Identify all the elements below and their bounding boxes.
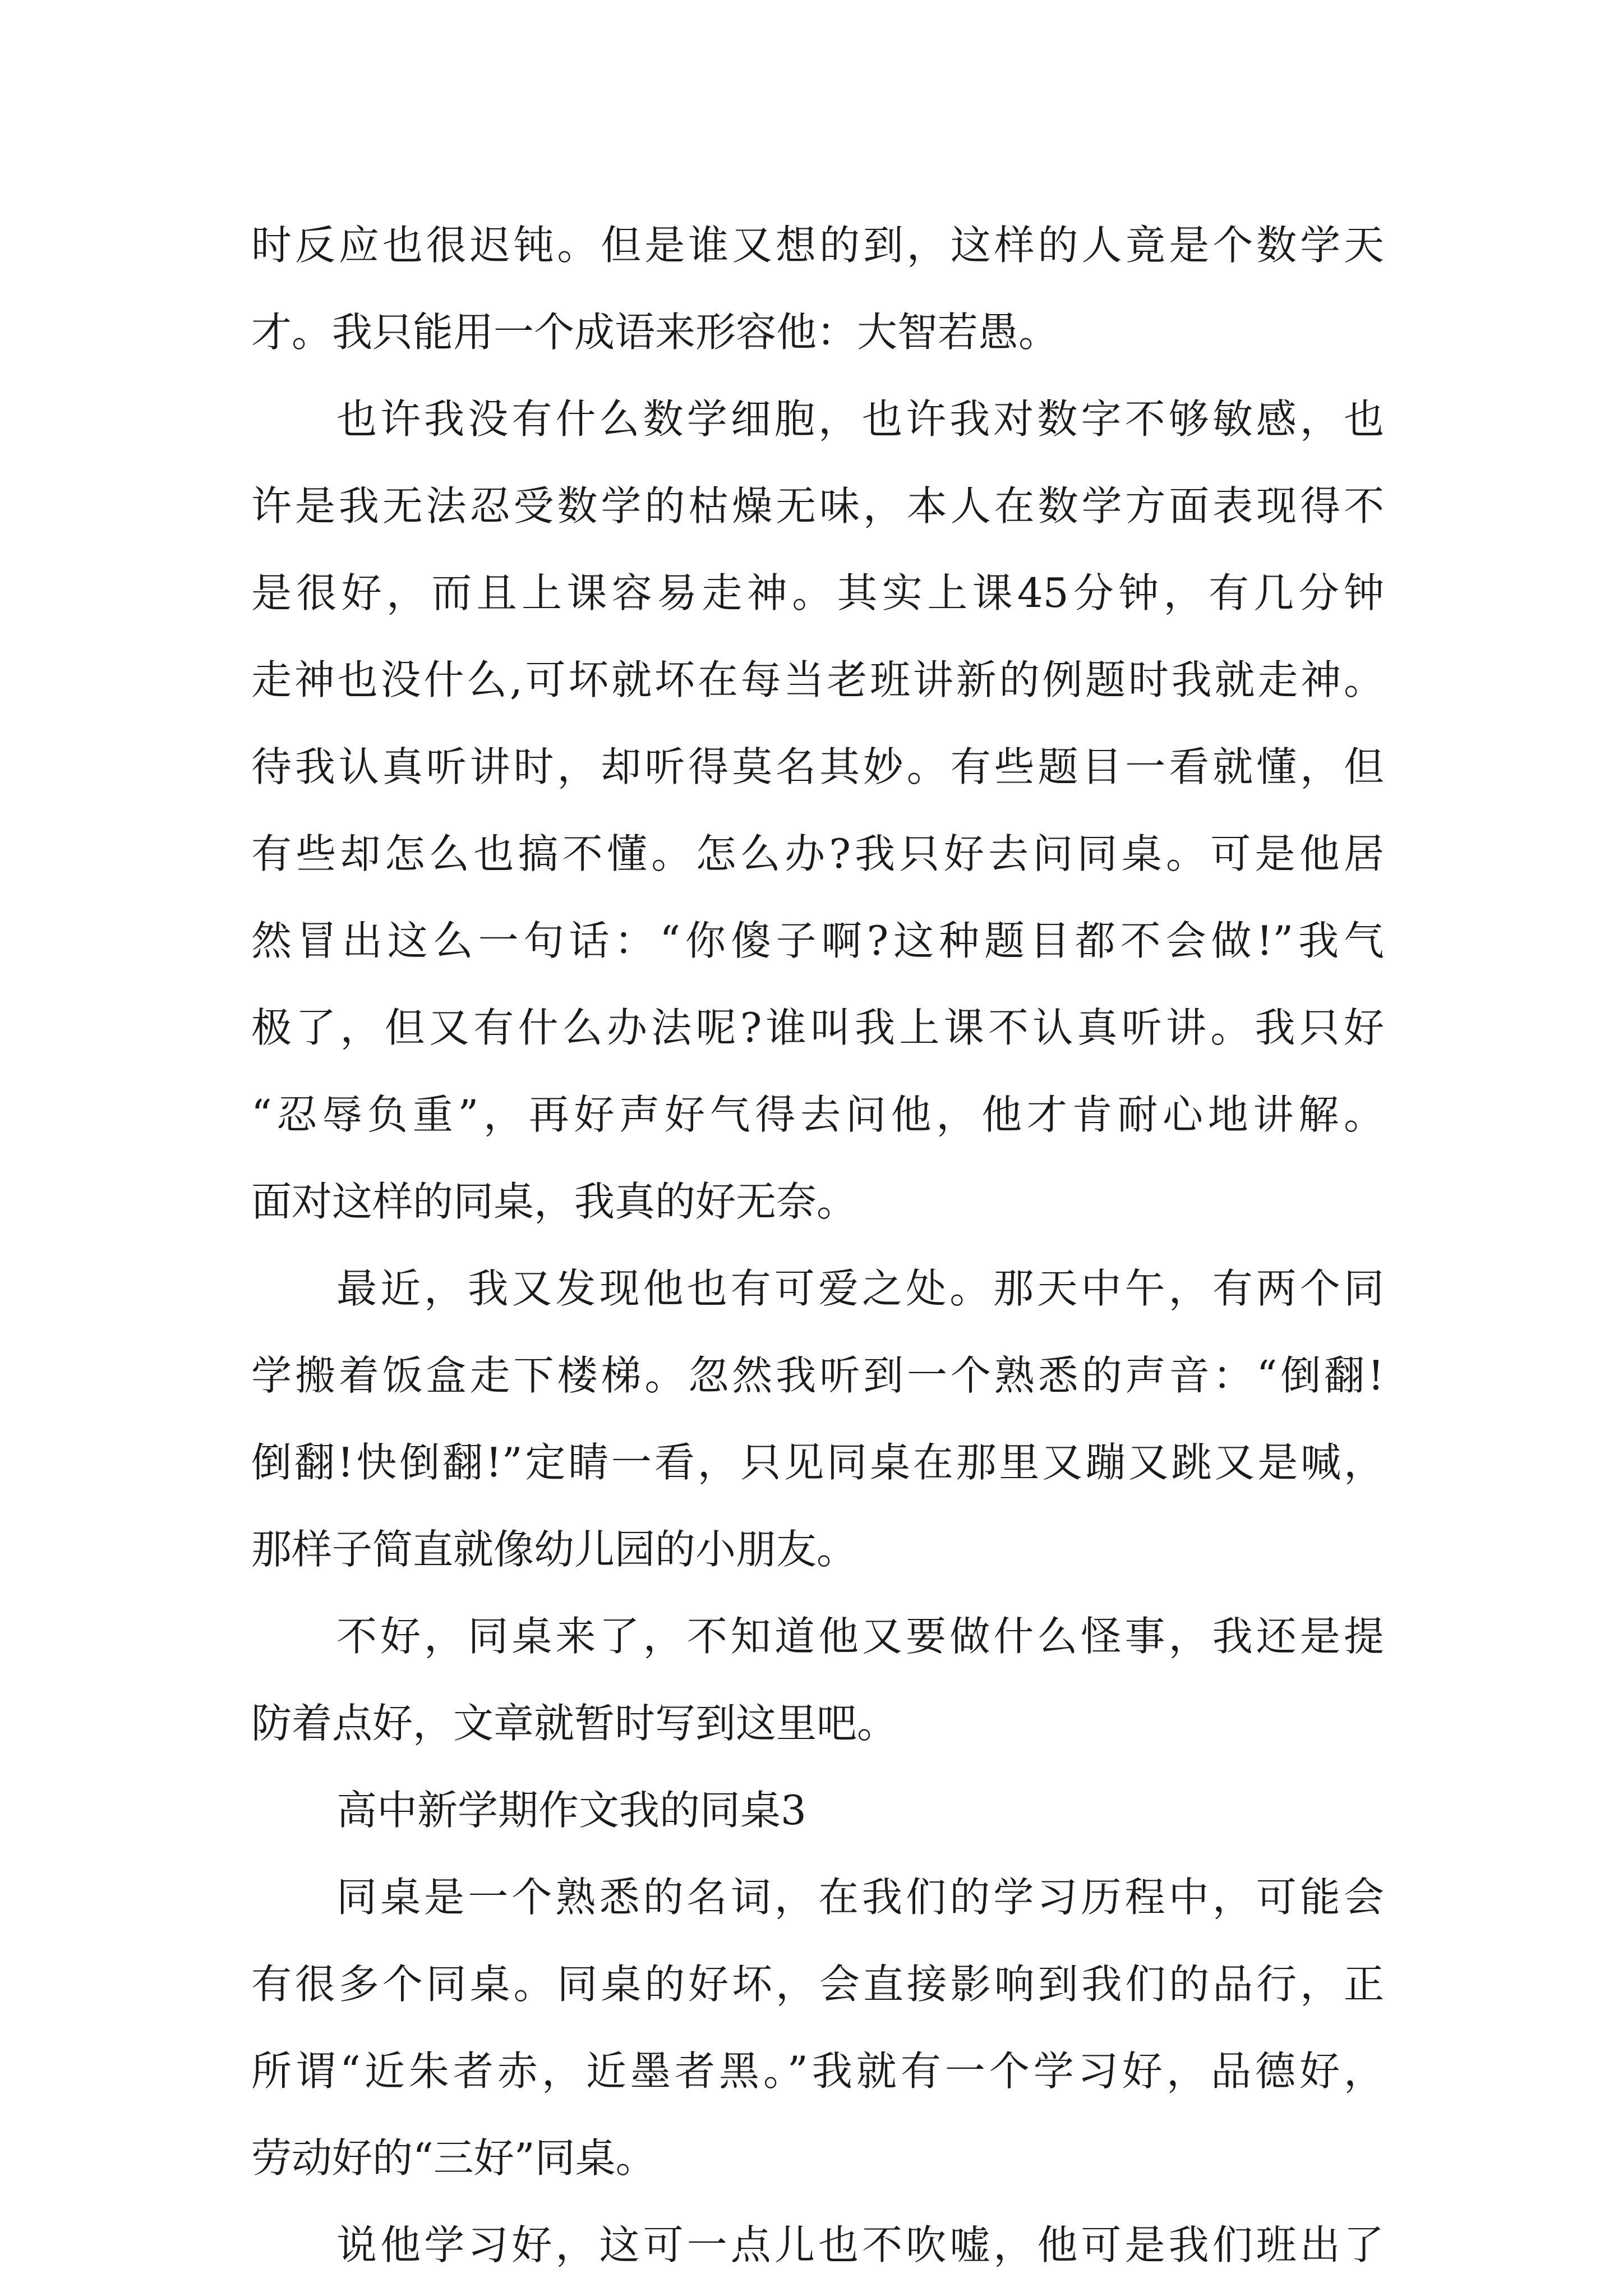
text-line: 是很好，而且上课容易走神。其实上课45分钟，有几分钟: [251, 569, 1384, 616]
text-line: 有很多个同桌。同桌的好坏，会直接影响到我们的品行，正: [251, 1961, 1384, 2008]
text-line: 极了，但又有什么办法呢?谁叫我上课不认真听讲。我只好: [251, 1004, 1384, 1051]
text-line: 有些却怎么也搞不懂。怎么办?我只好去问同桌。可是他居: [251, 830, 1384, 877]
text-line: 待我认真听讲时，却听得莫名其妙。有些题目一看就懂，但: [251, 743, 1384, 790]
text-line: 然冒出这么一句话：“你傻子啊?这种题目都不会做!”我气: [251, 917, 1384, 964]
text-line: 倒翻!快倒翻!”定睛一看，只见同桌在那里又蹦又跳又是喊，: [251, 1439, 1384, 1486]
text-line: 才。我只能用一个成语来形容他：大智若愚。: [251, 309, 1059, 356]
text-line: 防着点好，文章就暂时写到这里吧。: [251, 1700, 898, 1747]
text-line: 劳动好的“三好”同桌。: [251, 2134, 656, 2182]
text-line: 许是我无法忍受数学的枯燥无味，本人在数学方面表现得不: [251, 482, 1384, 530]
text-line: “忍辱负重”，再好声好气得去问他，他才肯耐心地讲解。: [251, 1091, 1384, 1138]
text-line: 高中新学期作文我的同桌3: [336, 1787, 806, 1834]
text-line: 走神也没什么,可坏就坏在每当老班讲新的例题时我就走神。: [251, 656, 1384, 703]
text-line: 学搬着饭盒走下楼梯。忽然我听到一个熟悉的声音：“倒翻!: [251, 1352, 1384, 1399]
text-line: 同桌是一个熟悉的名词，在我们的学习历程中，可能会: [336, 1874, 1384, 1921]
text-line: 面对这样的同桌，我真的好无奈。: [251, 1178, 857, 1225]
text-line: 时反应也很迟钝。但是谁又想的到，这样的人竟是个数学天: [251, 222, 1384, 269]
text-line: 也许我没有什么数学细胞，也许我对数字不够敏感，也: [336, 395, 1384, 443]
text-line: 说他学习好，这可一点儿也不吹嘘，他可是我们班出了: [336, 2221, 1384, 2269]
text-line: 最近，我又发现他也有可爱之处。那天中午，有两个同: [336, 1265, 1384, 1312]
text-line: 不好，同桌来了，不知道他又要做什么怪事，我还是提: [336, 1613, 1384, 1660]
essay-body: [251, 202, 1384, 2289]
text-line: 所谓“近朱者赤，近墨者黑。”我就有一个学习好，品德好，: [251, 2047, 1384, 2095]
text-line: 那样子简直就像幼儿园的小朋友。: [251, 1526, 857, 1573]
